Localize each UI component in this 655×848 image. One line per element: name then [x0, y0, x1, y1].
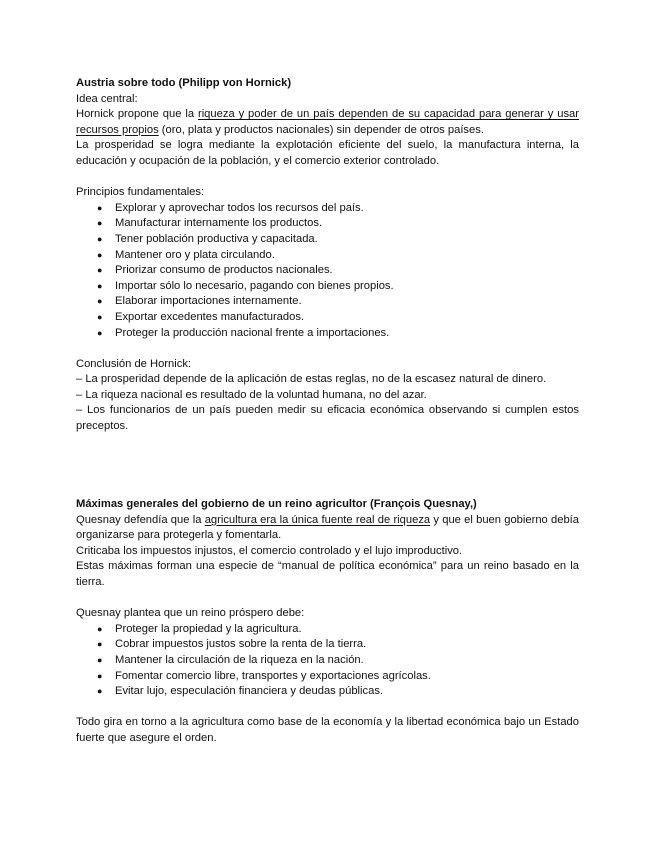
list-item: ● Elaborar importaciones internamente.: [76, 294, 579, 310]
list-item: ● Exportar excedentes manufacturados.: [76, 310, 579, 326]
underlined-phrase: riqueza y poder de un país dependen de su capacidad para generar y usar recursos propios: [76, 108, 579, 136]
list-item: ● Cobrar impuestos justos sobre la renta de la tierra.: [76, 637, 579, 653]
list-item: ● Fomentar comercio libre, transportes y exportaciones agrícolas.: [76, 669, 579, 685]
paragraph-prosperity: La prosperidad se logra mediante la explotación eficiente del suelo, la manufactura interna, la educación y ocupación de la población, y el comercio exterior controlado.: [76, 139, 579, 167]
list-item: ● Evitar lujo, especulación financiera y deudas públicas.: [76, 684, 579, 700]
paragraph-criticism: Criticaba los impuestos injustos, el comercio controlado y el lujo improductivo.: [76, 544, 463, 557]
paragraph-thesis: [76, 513, 579, 544]
list-item: ● Proteger la propiedad y la agricultura.: [76, 622, 579, 638]
section-hornick: [76, 76, 579, 435]
thesis-text-end: y que el buen gobierno debía organizarse para protegerla y fomentarla.: [76, 513, 580, 542]
thesis-text-start: Hornick propone que la: [76, 108, 198, 121]
conclusion-label: Conclusión de Hornick:: [76, 357, 192, 370]
idea-label: Idea central:: [76, 92, 138, 105]
conclusion-line: – Los funcionarios de un país pueden medir su eficacia económica observando si cumplen estos preceptos.: [76, 404, 579, 433]
list-item: ● Manufacturar internamente los productos.: [76, 216, 579, 232]
section-quesnay: [76, 497, 579, 747]
list-item: ● Priorizar consumo de productos nacionales.: [76, 263, 579, 279]
thesis-text-end: (oro, plata y productos nacionales) sin depender de otros países.: [158, 123, 484, 136]
paragraph-thesis: [76, 107, 579, 138]
list-label: Quesnay plantea que un reino próspero debe:: [76, 607, 305, 620]
paragraph-manual: Estas máximas forman una especie de “manual de política económica” para un reino basado en la tierra.: [76, 560, 579, 588]
principles-label: Principios fundamentales:: [76, 186, 205, 199]
section-title: Máximas generales del gobierno de un reino agricultor (François Quesnay,): [76, 498, 477, 510]
principles-list: [76, 201, 579, 341]
section-title: Austria sobre todo (Philipp von Hornick): [76, 77, 292, 89]
list-item: ● Tener población productiva y capacitada.: [76, 232, 579, 248]
conclusion-line: – La riqueza nacional es resultado de la voluntad humana, no del azar.: [76, 388, 427, 401]
underlined-phrase: agricultura era la única fuente real de riqueza: [204, 513, 431, 526]
list-item: ● Explorar y aprovechar todos los recursos del país.: [76, 201, 579, 217]
conclusion-line: – La prosperidad depende de la aplicación de estas reglas, no de la escasez natural de dinero.: [76, 373, 547, 386]
list-item: ● Proteger la producción nacional frente a importaciones.: [76, 326, 579, 342]
thesis-text-start: Quesnay defendía que la: [76, 513, 205, 526]
list-item: ● Importar sólo lo necesario, pagando con bienes propios.: [76, 279, 579, 295]
closing-paragraph: Todo gira en torno a la agricultura como base de la economía y la libertad económica bajo un Estado fuerte que asegure el orden.: [76, 716, 579, 744]
maxims-list: [76, 622, 579, 700]
list-item: ● Mantener la circulación de la riqueza en la nación.: [76, 653, 579, 669]
list-item: ● Mantener oro y plata circulando.: [76, 248, 579, 264]
